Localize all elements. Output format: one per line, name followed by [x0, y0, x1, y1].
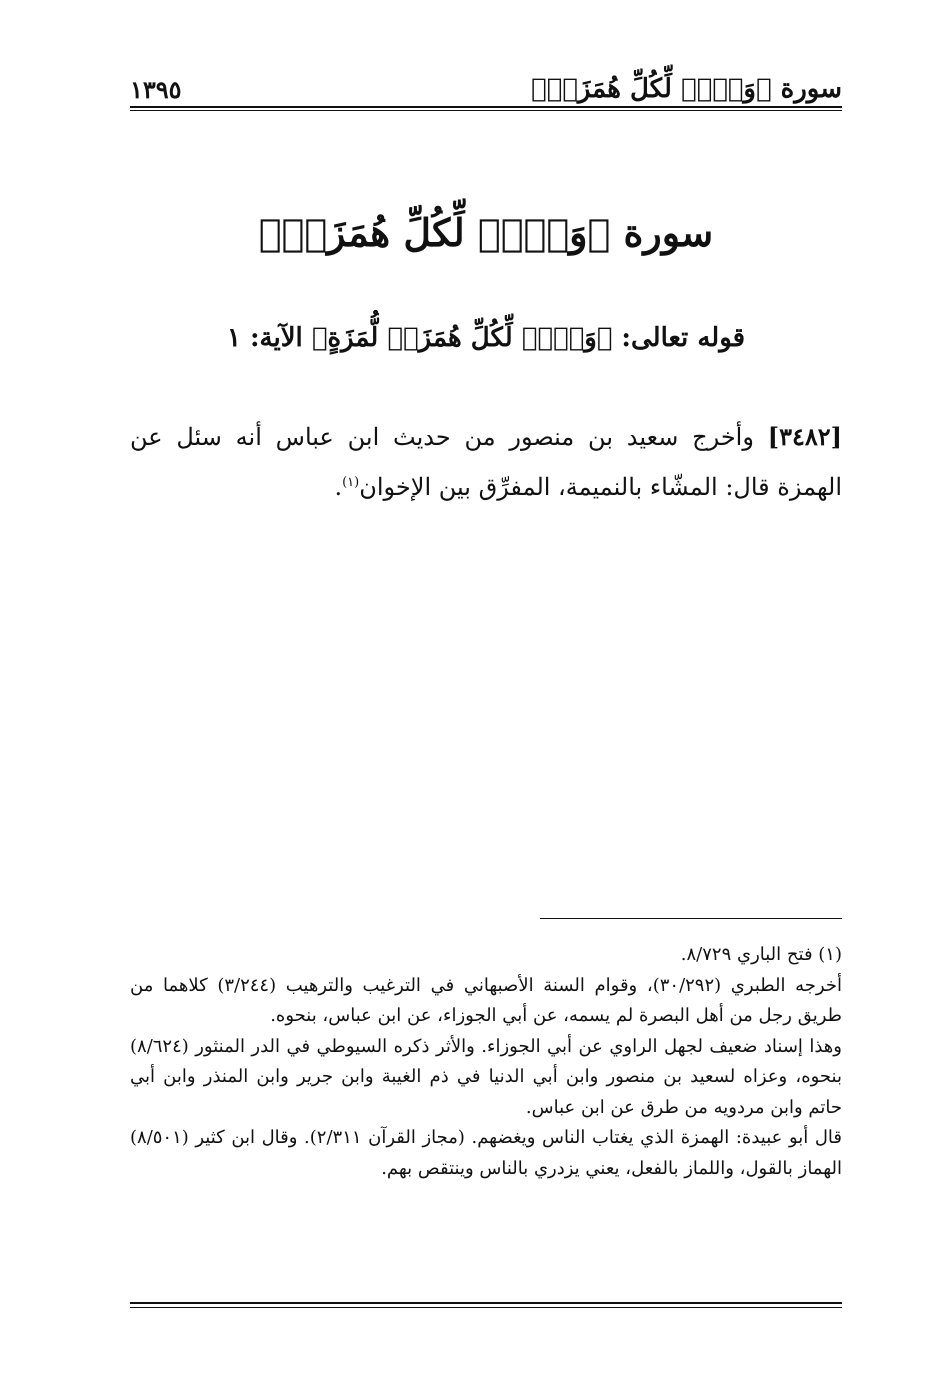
- hadith-paragraph: [130, 414, 842, 510]
- hadith-text: وأخرج سعيد بن منصور من حديث ابن عباس أنه سئل عن الهمزة قال: المشّاء بالنميمة، المفرِّق بين الإخوان: [130, 423, 842, 501]
- surah-title: سورة ﴿وَيۡلٞ لِّكُلِّ هُمَزَةٖ﴾: [258, 210, 714, 255]
- footnote-paragraph: وهذا إسناد ضعيف لجهل الراوي عن أبي الجوزاء. والأثر ذكره السيوطي في الدر المنثور (٨/٦٢٤) بنحوه، وعزاه لسعيد بن منصور وابن أبي الدنيا في ذم الغيبة وابن جرير وابن المنذر وابن أبي حاتم وابن مردويه من طرق عن ابن عباس.: [130, 1035, 842, 1118]
- hadith-number: [٣٤٨٢]: [767, 422, 842, 451]
- footnote-reference[interactable]: (١): [342, 475, 360, 490]
- footnotes: [130, 940, 842, 1184]
- footnote-separator: [540, 918, 842, 919]
- header-rule-thin: [130, 110, 842, 111]
- footnote-1: (١) فتح الباري ٨/٧٢٩.: [680, 944, 842, 965]
- footnote-paragraph: أخرجه الطبري (٣٠/٢٩٢)، وقوام السنة الأصبهاني في الترغيب والترهيب (٣/٢٤٤) كلاهما من طريق رجل من أهل البصرة لم يسمه، عن أبي الجوزاء، عن ابن عباس، بنحوه.: [130, 974, 842, 1026]
- section-heading: قوله تعالى: ﴿وَيۡلٞ لِّكُلِّ هُمَزَةٖ لُّمَزَةٍ﴾ الآية: ١: [226, 323, 746, 353]
- header-rule: [130, 106, 842, 108]
- page-header: [130, 62, 842, 104]
- running-title: سورة ﴿وَيۡلٞ لِّكُلِّ هُمَزَةٖ﴾: [531, 74, 842, 104]
- hadith-end: .: [334, 473, 343, 501]
- bottom-rule-thin: [130, 1307, 842, 1308]
- page-number: ١٣٩٥: [130, 75, 182, 104]
- bottom-rule: [130, 1302, 842, 1304]
- footnote-paragraph: قال أبو عبيدة: الهمزة الذي يغتاب الناس ويغضهم. (مجاز القرآن ٢/٣١١). وقال ابن كثير (٨/٥٠١) الهماز بالقول، واللماز بالفعل، يعني يزدري بالناس وينتقص بهم.: [130, 1127, 843, 1179]
